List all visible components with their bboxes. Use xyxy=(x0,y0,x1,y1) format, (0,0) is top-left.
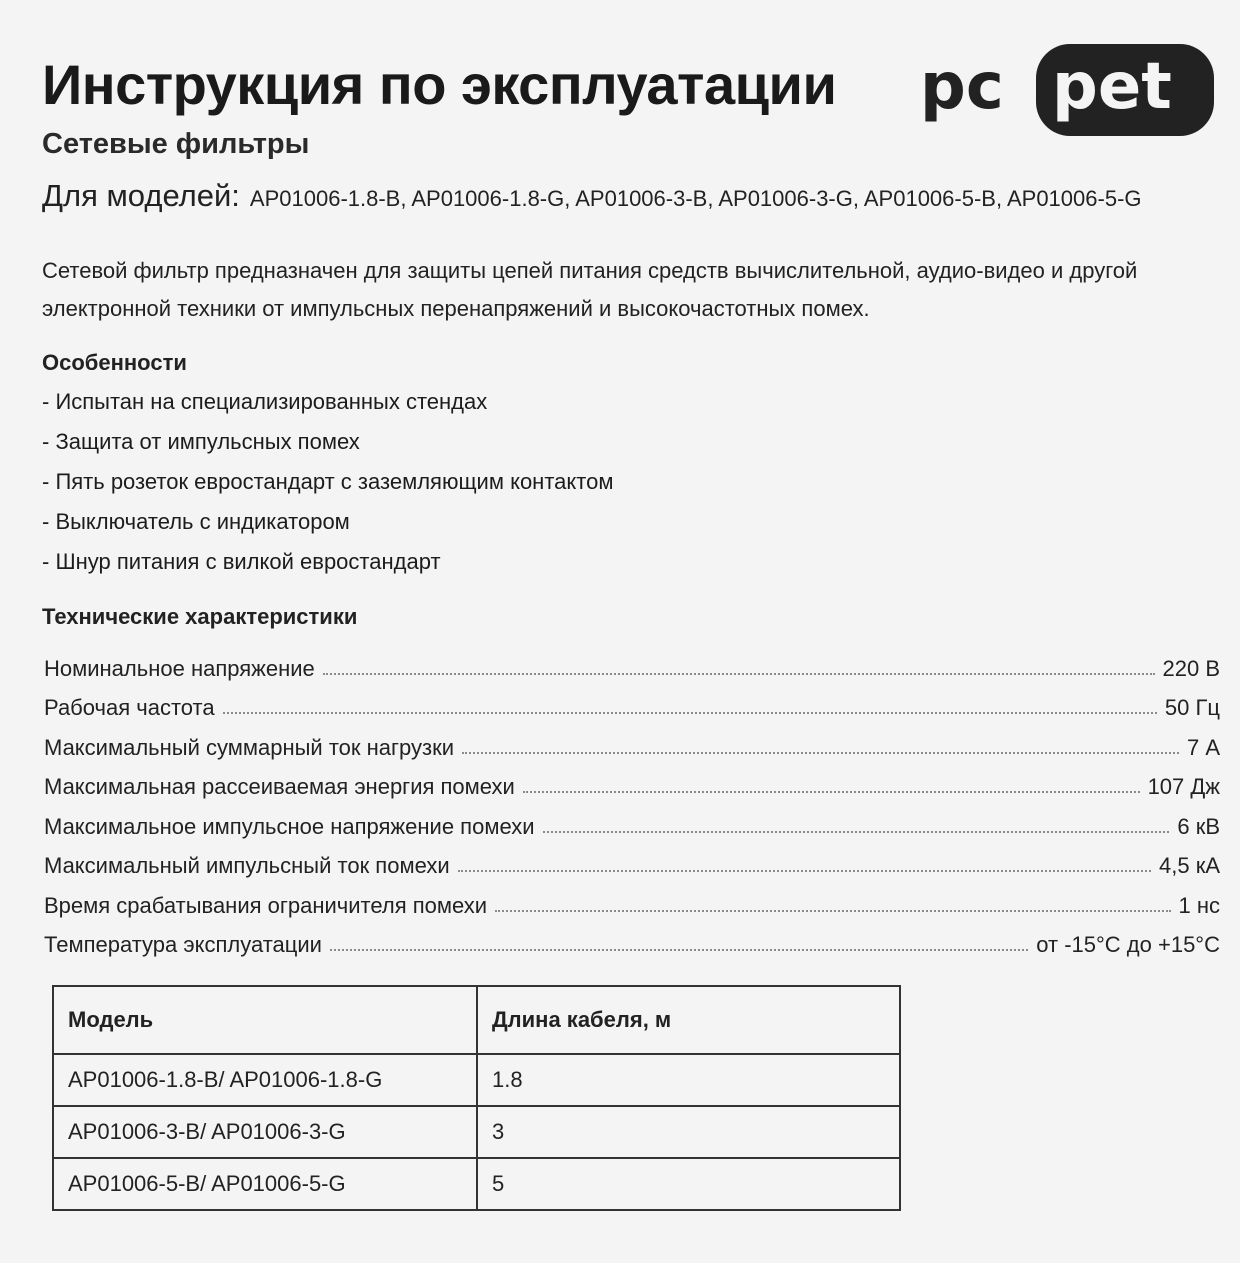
dot-leader xyxy=(223,711,1157,714)
spec-value: от -15°С до +15°С xyxy=(1036,932,1220,957)
spec-row xyxy=(44,840,1220,880)
spec-row xyxy=(44,642,1220,682)
logo-text-pet: pet xyxy=(1052,50,1172,124)
spec-row xyxy=(44,800,1220,840)
models-line xyxy=(42,178,1142,214)
spec-value: 107 Дж xyxy=(1147,774,1220,799)
features-list xyxy=(42,388,613,588)
dot-leader xyxy=(523,790,1140,793)
column-header-cable-length: Длина кабеля, м xyxy=(477,986,900,1054)
cell-model: AP01006-3-B/ AP01006-3-G xyxy=(53,1106,477,1158)
dot-leader xyxy=(323,672,1155,675)
spec-row xyxy=(44,721,1220,761)
dot-leader xyxy=(330,948,1028,951)
spec-value: 4,5 кА xyxy=(1159,853,1220,878)
spec-row xyxy=(44,761,1220,801)
feature-item: - Испытан на специализированных стендах xyxy=(42,389,488,414)
spec-name: Время срабатывания ограничителя помехи xyxy=(44,892,488,918)
dot-leader xyxy=(543,830,1170,833)
pcpet-logo xyxy=(918,40,1218,140)
models-list: AP01006-1.8-B, AP01006-1.8-G, AP01006-3-B, AP01006-3-G, AP01006-5-B, AP01006-5-G xyxy=(249,186,1142,211)
cell-model: AP01006-1.8-B/ AP01006-1.8-G xyxy=(53,1054,477,1106)
spec-row xyxy=(44,879,1220,919)
specs-list xyxy=(44,642,1220,958)
spec-name: Максимальная рассеиваемая энергия помехи xyxy=(44,774,515,799)
features-heading: Особенности xyxy=(42,350,187,375)
spec-row xyxy=(44,919,1220,959)
table-row xyxy=(53,1054,900,1106)
cell-cable-length: 5 xyxy=(477,1158,900,1210)
feature-item: - Защита от импульсных помех xyxy=(42,429,360,454)
spec-value: 1 нс xyxy=(1178,892,1220,918)
spec-value: 50 Гц xyxy=(1164,695,1220,720)
page-subtitle: Сетевые фильтры xyxy=(42,128,310,160)
cell-cable-length: 3 xyxy=(477,1106,900,1158)
spec-name: Рабочая частота xyxy=(44,695,215,720)
spec-value: 7 А xyxy=(1186,734,1220,760)
spec-name: Максимальный импульсный ток помехи xyxy=(44,853,450,878)
table-row xyxy=(53,1106,900,1158)
dot-leader xyxy=(462,751,1179,754)
feature-item: - Пять розеток евростандарт с заземляющим контактом xyxy=(42,469,614,494)
table-header-row xyxy=(53,986,900,1054)
dot-leader xyxy=(495,909,1170,912)
model-cable-table xyxy=(52,985,901,1211)
spec-value: 220 В xyxy=(1162,655,1220,681)
spec-name: Максимальный суммарный ток нагрузки xyxy=(44,734,455,760)
intro-paragraph: Сетевой фильтр предназначен для защиты цепей питания средств вычислительной, аудио-видео и другой электронной техники от импульсных перенапряжений и высокочастотных помех. xyxy=(42,258,1138,321)
logo-text-pc: pc xyxy=(920,50,1004,124)
specs-heading: Технические характеристики xyxy=(42,604,358,629)
dot-leader xyxy=(458,869,1151,872)
spec-name: Номинальное напряжение xyxy=(44,655,315,681)
cell-model: AP01006-5-B/ AP01006-5-G xyxy=(53,1158,477,1210)
models-label: Для моделей: xyxy=(42,178,240,213)
spec-name: Максимальное импульсное напряжение помехи xyxy=(44,813,535,839)
spec-name: Температура эксплуатации xyxy=(44,932,322,957)
cell-cable-length: 1.8 xyxy=(477,1054,900,1106)
feature-item: - Шнур питания с вилкой евростандарт xyxy=(42,549,441,574)
column-header-model: Модель xyxy=(53,986,477,1054)
feature-item: - Выключатель с индикатором xyxy=(42,509,350,534)
table-row xyxy=(53,1158,900,1210)
spec-value: 6 кВ xyxy=(1177,813,1220,839)
page-title: Инструкция по эксплуатации xyxy=(42,53,837,116)
spec-row xyxy=(44,682,1220,722)
